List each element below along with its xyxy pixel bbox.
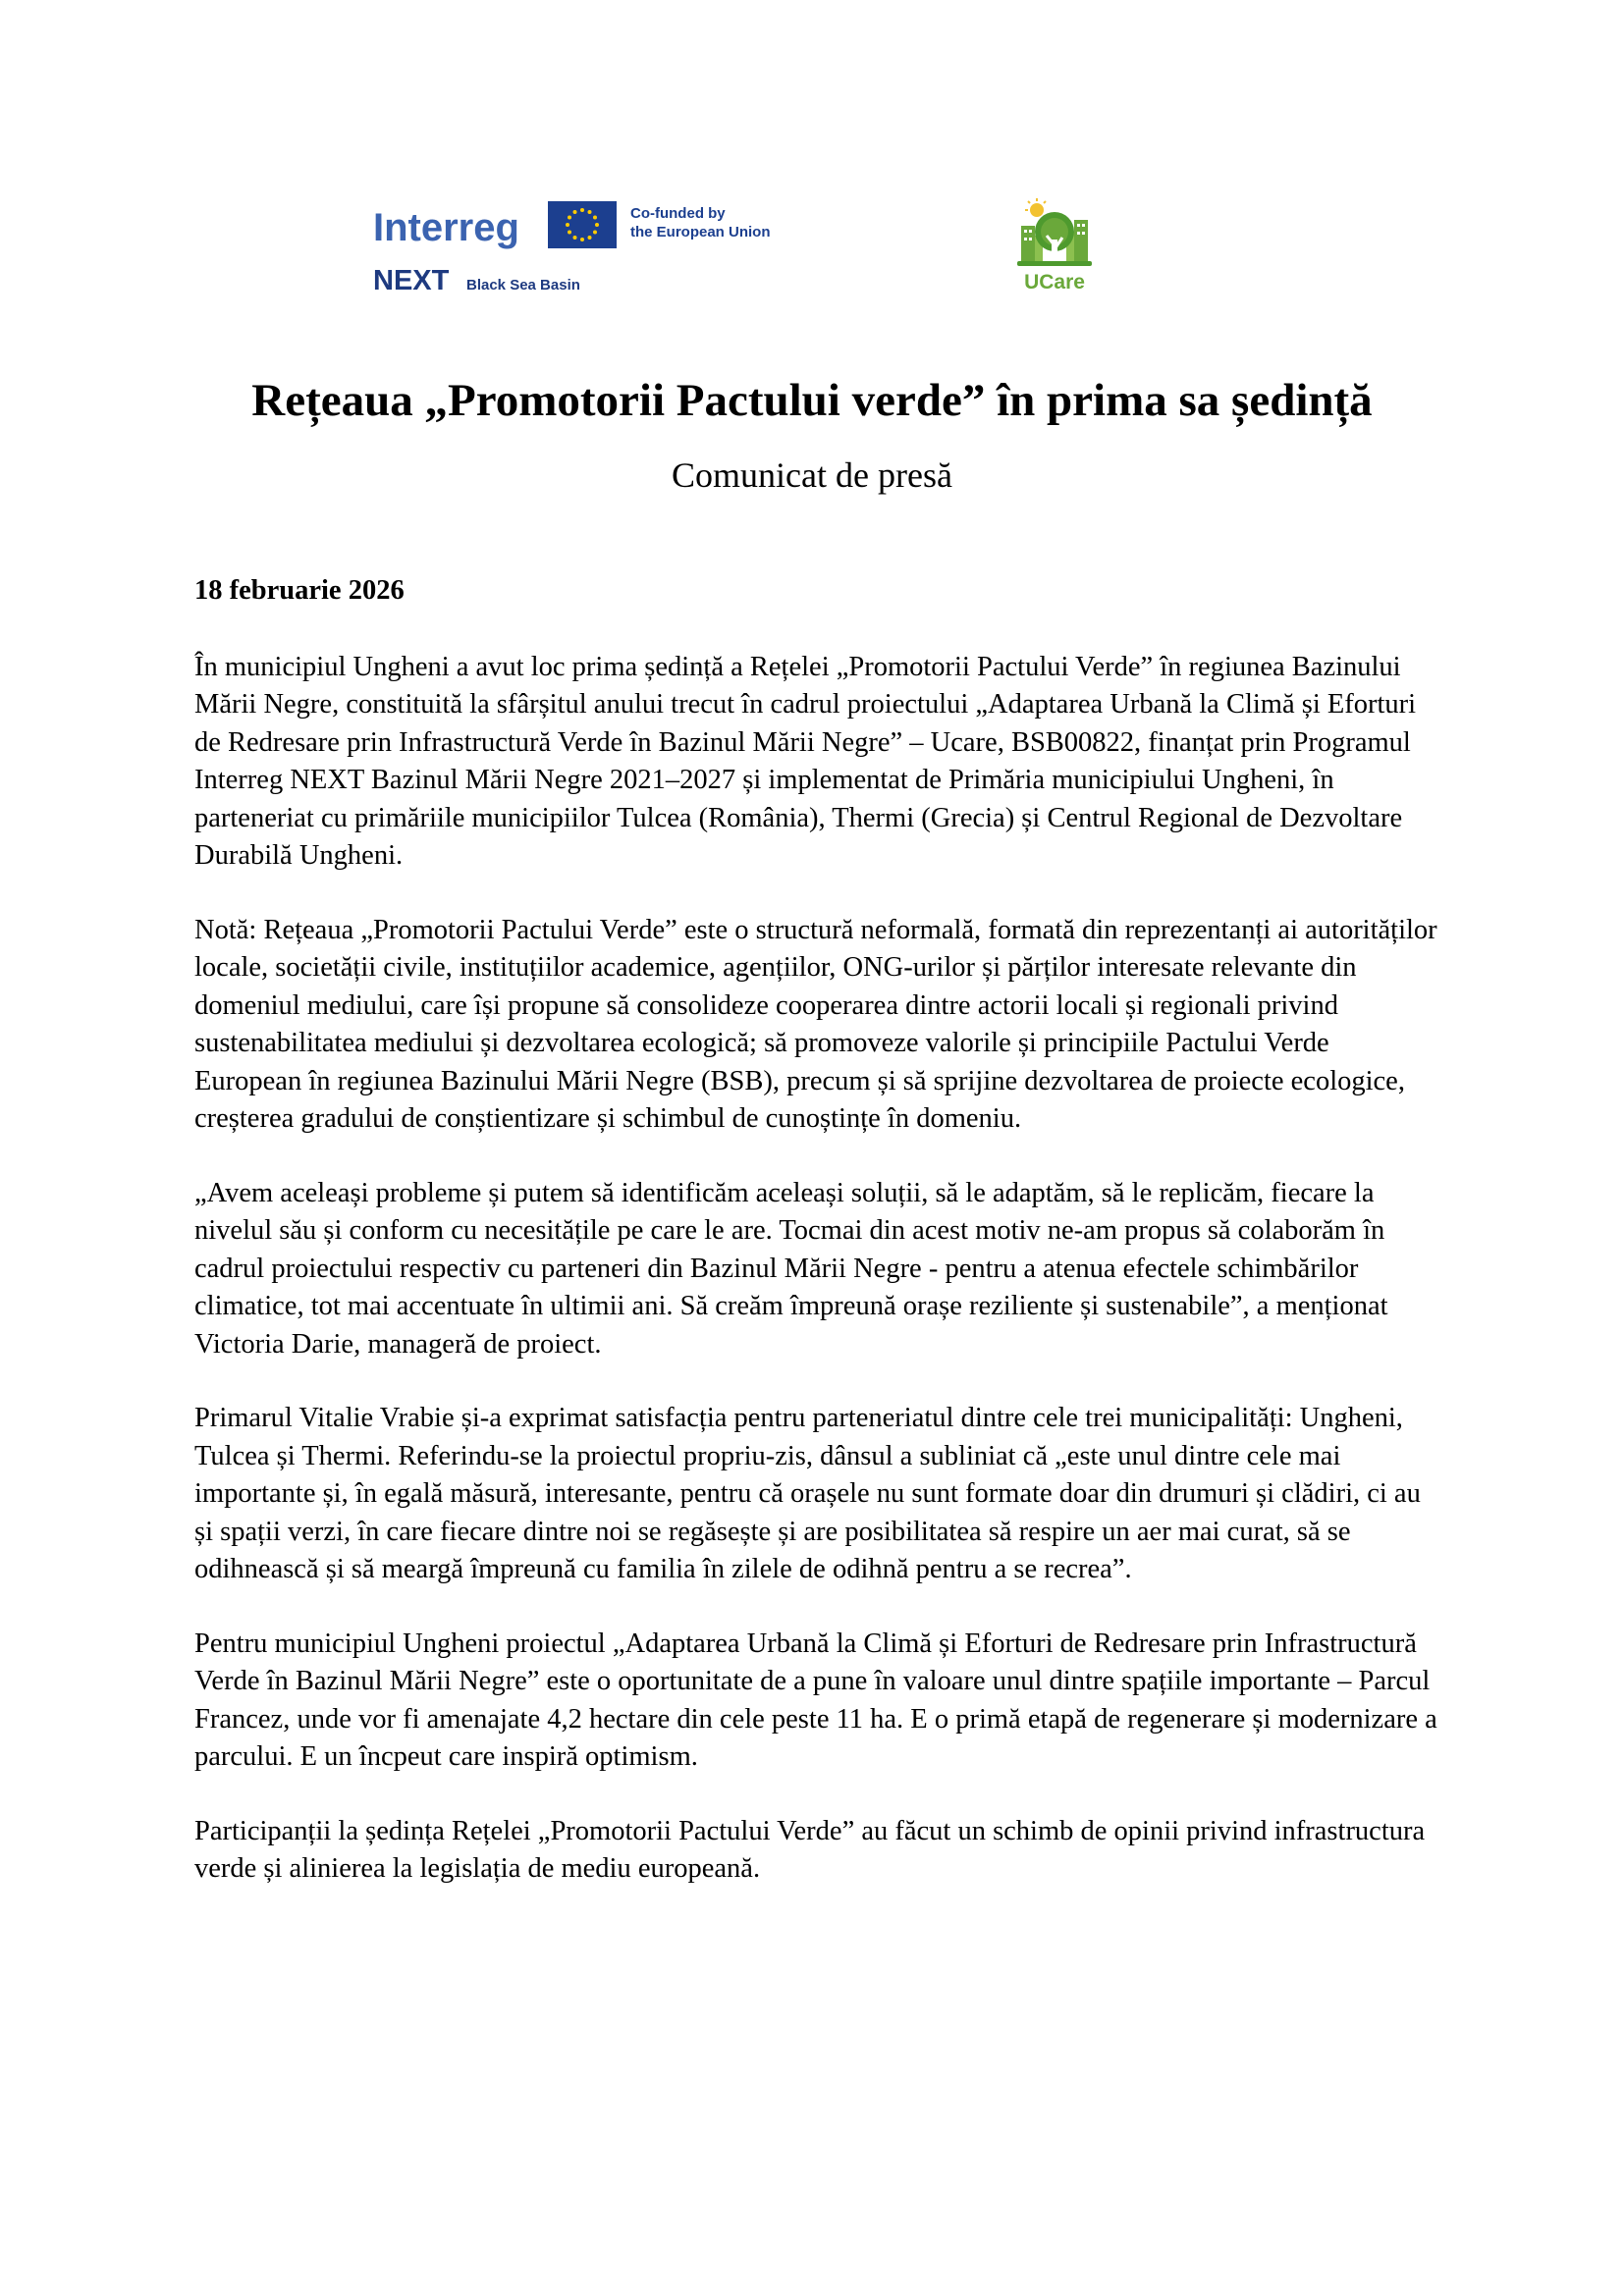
paragraph-4: Primarul Vitalie Vrabie și-a exprimat satisfacția pentru parteneriatul dintre cele trei municipalități: Ungheni, Tulcea și Thermi. Referindu-se la proiectul propriu-zis, dânsul a subliniat că „este unul dintre cele mai importante și, în egală măsură, interesante, pentru că orașele nu sunt formate doar din drumuri și clădiri, ci au și spații verzi, în care fiecare dintre noi se regăsește și are posibilitatea să respire un aer mai curat, să se odihnească și să meargă împreună cu familia în zilele de odihnă pentru a se recrea”.: [194, 1403, 1421, 1584]
eu-star-icon: [593, 231, 597, 235]
eu-star-icon: [568, 216, 571, 220]
eu-star-icon: [588, 210, 592, 214]
eu-star-icon: [573, 210, 577, 214]
document-title: Rețeaua „Promotorii Pactului verde” în prima sa ședință: [251, 375, 1373, 426]
interreg-wordmark: Interreg: [373, 206, 519, 249]
paragraph-5: Pentru municipiul Ungheni proiectul „Adaptarea Urbană la Climă și Eforturi de Redresare prin Infrastructură Verde în Bazinul Mării Negre” este o oportunitate de a pune în valoare unul dintre spațiile importante – Parcul Francez, unde vor fi amenajate 4,2 hectare din cele peste 11 ha. E o primă etapă de regenerare și modernizare a parcului. E un încpeut care inspiră optimism.: [194, 1628, 1437, 1772]
eu-star-icon: [593, 216, 597, 220]
document-subtitle: Comunicat de presă: [672, 455, 952, 495]
paragraph-6: Participanții la ședința Rețelei „Promotorii Pactului Verde” au făcut un schimb de opinii privind infrastructura verde și alinierea la legislația de mediu europeană.: [194, 1815, 1426, 1884]
press-release-date: 18 februarie 2026: [194, 575, 405, 606]
eu-star-icon: [588, 236, 592, 240]
ucare-city-tree-icon: [1015, 196, 1094, 271]
next-wordmark: NEXT: [373, 265, 450, 296]
eu-star-icon: [580, 238, 584, 241]
eu-star-icon: [568, 231, 571, 235]
document-body: [194, 572, 1439, 1925]
eu-star-icon: [566, 223, 569, 227]
cofunded-line-1: Co-funded by: [630, 205, 726, 222]
eu-star-icon: [573, 236, 577, 240]
eu-flag-icon: [548, 201, 617, 248]
paragraph-1: În municipiul Ungheni a avut loc prima ședință a Rețelei „Promotorii Pactului Verde” în regiunea Bazinului Mării Negre, constituită la sfârșitul anului trecut în cadrul proiectului „Adaptarea Urbană la Climă și Eforturi de Redresare prin Infrastructură Verde în Bazinul Mării Negre” – Ucare, BSB00822, finanțat prin Programul Interreg NEXT Bazinul Mării Negre 2021–2027 și implementat de Primăria municipiului Ungheni, în parteneriat cu primăriile municipiilor Tulcea (România), Thermi (Grecia) și Centrul Regional de Dezvoltare Durabilă Ungheni.: [194, 651, 1417, 871]
eu-star-icon: [595, 223, 599, 227]
ucare-logo: [1005, 196, 1104, 304]
cofunded-line-2: the European Union: [630, 224, 771, 240]
black-sea-basin-label: Black Sea Basin: [466, 277, 580, 294]
paragraph-3: „Avem aceleași probleme și putem să identificăm aceleași soluții, să le adaptăm, să le replicăm, fiecare la nivelul său și conform cu necesitățile pe care le are. Tocmai din acest motiv ne-am propus să colaborăm în cadrul proiectului respectiv cu parteneri din Bazinul Mării Negre - pentru a atenua efectele schimbărilor climatice, tot mai accentuate în ultimii ani. Să creăm împreună orașe reziliente și sustenabile”, a menționat Victoria Darie, manageră de proiect.: [194, 1177, 1388, 1360]
ucare-wordmark: UCare: [1024, 271, 1085, 294]
eu-star-icon: [580, 208, 584, 212]
paragraph-2: Notă: Rețeaua „Promotorii Pactului Verde” este o structură neformală, formată din reprezentanți ai autorităților locale, societății civile, instituțiilor academice, agențiilor, ONG-urilor și părților interesate relevante din domeniul mediului, care își propune să consolideze cooperarea dintre actorii locali și regionali privind sustenabilitatea mediului și dezvoltarea ecologică; să promoveze valorile și principiile Pactului Verde European în regiunea Bazinului Mării Negre (BSB), precum și să sprijine dezvoltarea de proiecte ecologice, creșterea gradului de conștientizare și schimbul de cunoștințe în domeniu.: [194, 914, 1437, 1134]
interreg-logo: [373, 196, 805, 304]
cofunded-label: [630, 204, 771, 241]
